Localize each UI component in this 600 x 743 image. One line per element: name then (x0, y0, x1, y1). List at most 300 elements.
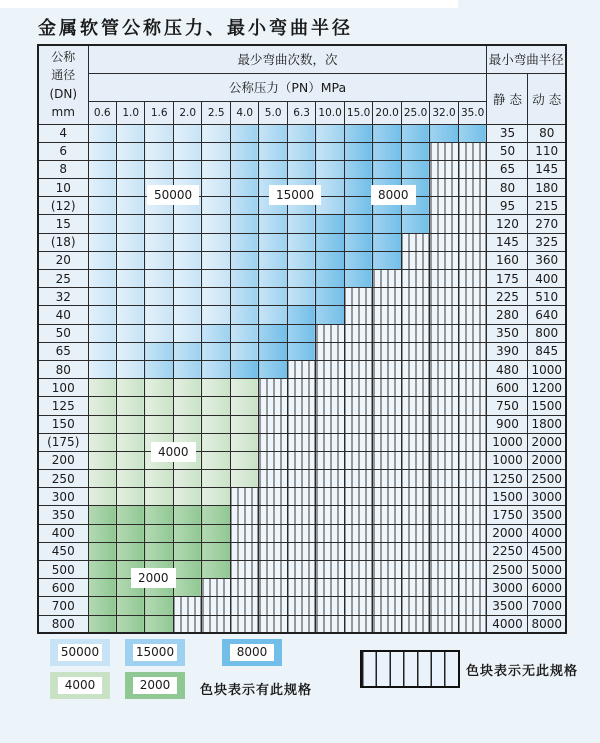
no-spec-cell (373, 306, 401, 324)
no-spec-cell (401, 342, 429, 360)
no-spec-cell (344, 615, 372, 633)
spec-cell-4000 (145, 488, 173, 506)
spec-cell-15000 (230, 270, 258, 288)
no-spec-cell (316, 597, 344, 615)
spec-cell-50000 (173, 124, 201, 142)
spec-cell-8000 (373, 160, 401, 178)
no-spec-cell (401, 524, 429, 542)
spec-cell-8000 (401, 124, 429, 142)
no-spec-cell (344, 561, 372, 579)
no-spec-cell (458, 270, 487, 288)
no-spec-cell (230, 597, 258, 615)
static-value-cell: 390 (487, 342, 528, 360)
spec-cell-4000 (173, 379, 201, 397)
spec-cell-15000 (230, 215, 258, 233)
spec-cell-50000 (145, 288, 173, 306)
dn-cell: 15 (38, 215, 88, 233)
no-spec-cell (287, 433, 315, 451)
no-spec-cell (344, 451, 372, 469)
spec-cell-4000 (145, 415, 173, 433)
spec-cell-15000 (316, 160, 344, 178)
spec-cell-8000 (316, 251, 344, 269)
table-row (38, 160, 566, 178)
no-spec-cell (401, 324, 429, 342)
spec-cell-15000 (316, 142, 344, 160)
table-row (38, 124, 566, 142)
spec-cell-50000 (173, 160, 201, 178)
spec-cell-4000 (145, 379, 173, 397)
spec-cell-4000 (173, 397, 201, 415)
spec-cell-15000 (230, 179, 258, 197)
dn-cell: 700 (38, 597, 88, 615)
no-spec-cell (430, 488, 458, 506)
spec-cell-4000 (230, 397, 258, 415)
spec-cell-15000 (173, 342, 201, 360)
no-spec-cell (430, 433, 458, 451)
spec-cell-8000 (287, 324, 315, 342)
spec-cell-8000 (344, 233, 372, 251)
spec-cell-2000 (116, 542, 144, 560)
spec-cell-50000 (145, 306, 173, 324)
spec-cell-4000 (202, 379, 230, 397)
spec-cell-15000 (259, 270, 287, 288)
table-row (38, 251, 566, 269)
spec-cell-15000 (230, 197, 258, 215)
no-spec-cell (458, 251, 487, 269)
pressure-tick: 25.0 (401, 101, 429, 124)
no-spec-cell (430, 215, 458, 233)
spec-cell-15000 (230, 233, 258, 251)
dynamic-value-cell: 3500 (528, 506, 566, 524)
dynamic-value-cell: 7000 (528, 597, 566, 615)
spec-cell-15000 (287, 233, 315, 251)
spec-cell-2000 (88, 506, 116, 524)
no-spec-cell (430, 397, 458, 415)
dynamic-value-cell: 8000 (528, 615, 566, 633)
spec-cell-8000 (344, 270, 372, 288)
dynamic-value-cell: 1500 (528, 397, 566, 415)
no-spec-cell (430, 197, 458, 215)
dynamic-value-cell: 4500 (528, 542, 566, 560)
no-spec-cell (401, 597, 429, 615)
static-value-cell: 175 (487, 270, 528, 288)
spec-cell-4000 (230, 415, 258, 433)
dn-cell: 20 (38, 251, 88, 269)
no-spec-cell (316, 324, 344, 342)
spec-cell-50000 (202, 288, 230, 306)
page-title: 金属软管公称压力、最小弯曲半径 (38, 18, 353, 39)
static-value-cell: 280 (487, 306, 528, 324)
no-spec-cell (401, 415, 429, 433)
spec-cell-8000 (344, 160, 372, 178)
no-spec-cell (458, 451, 487, 469)
spec-cell-4000 (116, 470, 144, 488)
no-spec-cell (373, 579, 401, 597)
spec-cell-2000 (173, 579, 201, 597)
no-spec-cell (430, 561, 458, 579)
table-row (38, 542, 566, 560)
spec-cell-50000 (116, 342, 144, 360)
table-row (38, 561, 566, 579)
dynamic-value-cell: 400 (528, 270, 566, 288)
spec-cell-8000 (344, 197, 372, 215)
static-value-cell: 225 (487, 288, 528, 306)
dn-cell: 250 (38, 470, 88, 488)
dn-cell: 600 (38, 579, 88, 597)
spec-cell-15000 (259, 251, 287, 269)
no-spec-cell (287, 360, 315, 378)
spec-cell-50000 (88, 197, 116, 215)
no-spec-cell (401, 379, 429, 397)
spec-cell-50000 (173, 215, 201, 233)
spec-cell-50000 (145, 124, 173, 142)
spec-cell-2000 (202, 524, 230, 542)
no-spec-cell (287, 470, 315, 488)
no-spec-cell (259, 470, 287, 488)
spec-cell-4000 (173, 415, 201, 433)
legend-swatch-15000 (125, 639, 185, 666)
static-value-cell: 750 (487, 397, 528, 415)
dn-cell: 200 (38, 451, 88, 469)
nominal-pressure-header: 公称压力（PN）MPa (88, 73, 487, 101)
spec-cell-8000 (344, 124, 372, 142)
no-spec-cell (430, 415, 458, 433)
spec-cell-8000 (344, 251, 372, 269)
zone-value-label: 8000 (372, 186, 415, 204)
legend-swatch-value: 4000 (58, 677, 102, 694)
spec-cell-2000 (145, 506, 173, 524)
spec-cell-50000 (173, 270, 201, 288)
dynamic-value-cell: 1000 (528, 360, 566, 378)
pressure-tick: 2.0 (173, 101, 201, 124)
spec-cell-4000 (202, 488, 230, 506)
spec-cell-2000 (116, 506, 144, 524)
no-spec-cell (401, 579, 429, 597)
no-spec-cell (401, 615, 429, 633)
dynamic-column-header: 动 态 (528, 73, 566, 124)
no-spec-cell (259, 615, 287, 633)
no-spec-cell (401, 542, 429, 560)
spec-cell-50000 (202, 251, 230, 269)
no-spec-cell (259, 561, 287, 579)
spec-cell-2000 (202, 561, 230, 579)
no-spec-cell (287, 397, 315, 415)
no-spec-cell (344, 306, 372, 324)
table-row (38, 142, 566, 160)
spec-cell-4000 (88, 433, 116, 451)
no-spec-cell (230, 524, 258, 542)
dynamic-value-cell: 215 (528, 197, 566, 215)
dynamic-value-cell: 180 (528, 179, 566, 197)
no-spec-cell (316, 561, 344, 579)
dynamic-value-cell: 270 (528, 215, 566, 233)
spec-cell-4000 (230, 433, 258, 451)
no-spec-legend-text: 色块表示无此规格 (466, 664, 579, 679)
spec-cell-50000 (202, 197, 230, 215)
no-spec-cell (202, 597, 230, 615)
no-spec-cell (430, 288, 458, 306)
no-spec-cell (401, 506, 429, 524)
no-spec-cell (230, 561, 258, 579)
static-value-cell: 120 (487, 215, 528, 233)
spec-cell-50000 (88, 142, 116, 160)
static-value-cell: 50 (487, 142, 528, 160)
spec-cell-2000 (145, 615, 173, 633)
min-bend-radius-header: 最小弯曲半径 (487, 45, 566, 73)
spec-cell-15000 (287, 251, 315, 269)
spec-cell-50000 (202, 306, 230, 324)
spec-cell-4000 (230, 379, 258, 397)
zone-value-label: 50000 (148, 186, 198, 204)
spec-cell-8000 (373, 142, 401, 160)
no-spec-cell (401, 451, 429, 469)
legend-swatch-2000 (125, 672, 185, 699)
spec-cell-8000 (316, 306, 344, 324)
no-spec-cell (401, 360, 429, 378)
spec-cell-15000 (259, 288, 287, 306)
spec-cell-50000 (88, 342, 116, 360)
no-spec-cell (344, 542, 372, 560)
table-row (38, 524, 566, 542)
pressure-tick-row (38, 101, 566, 124)
no-spec-cell (373, 433, 401, 451)
no-spec-cell (430, 615, 458, 633)
no-spec-cell (344, 415, 372, 433)
no-spec-cell (316, 451, 344, 469)
spec-cell-15000 (259, 215, 287, 233)
dn-cell: 40 (38, 306, 88, 324)
no-spec-cell (173, 615, 201, 633)
spec-cell-15000 (259, 233, 287, 251)
spec-cell-15000 (259, 160, 287, 178)
no-spec-cell (344, 342, 372, 360)
table-row (38, 379, 566, 397)
no-spec-cell (287, 379, 315, 397)
spec-cell-8000 (373, 124, 401, 142)
dn-cell: 32 (38, 288, 88, 306)
dn-cell: 10 (38, 179, 88, 197)
no-spec-cell (259, 415, 287, 433)
no-spec-cell (458, 524, 487, 542)
spec-cell-15000 (259, 124, 287, 142)
no-spec-cell (173, 597, 201, 615)
spec-cell-50000 (145, 215, 173, 233)
table-row (38, 415, 566, 433)
spec-cell-8000 (230, 360, 258, 378)
spec-cell-8000 (316, 233, 344, 251)
table-row (38, 342, 566, 360)
no-spec-cell (259, 579, 287, 597)
spec-cell-50000 (145, 233, 173, 251)
table-row (38, 360, 566, 378)
no-spec-cell (401, 561, 429, 579)
spec-cell-15000 (145, 342, 173, 360)
spec-cell-2000 (202, 506, 230, 524)
spec-cell-4000 (88, 379, 116, 397)
pressure-tick: 0.6 (88, 101, 116, 124)
spec-cell-50000 (88, 233, 116, 251)
no-spec-cell (458, 506, 487, 524)
no-spec-cell (458, 397, 487, 415)
no-spec-cell (373, 379, 401, 397)
spec-cell-4000 (116, 433, 144, 451)
dynamic-value-cell: 145 (528, 160, 566, 178)
no-spec-cell (316, 506, 344, 524)
no-spec-cell (316, 524, 344, 542)
no-spec-cell (430, 597, 458, 615)
no-spec-cell (373, 342, 401, 360)
spec-cell-15000 (230, 288, 258, 306)
spec-cell-15000 (230, 306, 258, 324)
dn-cell: (175) (38, 433, 88, 451)
spec-cell-4000 (202, 397, 230, 415)
spec-cell-50000 (116, 270, 144, 288)
no-spec-cell (430, 142, 458, 160)
spec-cell-8000 (458, 124, 487, 142)
dn-cell: 8 (38, 160, 88, 178)
no-spec-cell (430, 160, 458, 178)
no-spec-cell (430, 251, 458, 269)
spec-cell-50000 (116, 197, 144, 215)
no-spec-cell (373, 488, 401, 506)
dn-cell: 450 (38, 542, 88, 560)
no-spec-cell (202, 615, 230, 633)
spec-cell-50000 (173, 324, 201, 342)
spec-cell-4000 (145, 470, 173, 488)
dn-cell: (12) (38, 197, 88, 215)
dynamic-value-cell: 110 (528, 142, 566, 160)
dynamic-value-cell: 2000 (528, 451, 566, 469)
no-spec-cell (430, 342, 458, 360)
spec-cell-15000 (316, 124, 344, 142)
spec-cell-15000 (202, 360, 230, 378)
has-spec-legend-text: 色块表示有此规格 (200, 683, 313, 698)
static-value-cell: 145 (487, 233, 528, 251)
static-value-cell: 2250 (487, 542, 528, 560)
spec-cell-50000 (145, 142, 173, 160)
no-spec-cell (344, 379, 372, 397)
spec-cell-50000 (116, 160, 144, 178)
spec-cell-4000 (202, 433, 230, 451)
no-spec-cell (458, 615, 487, 633)
static-value-cell: 65 (487, 160, 528, 178)
zone-value-label: 4000 (152, 443, 195, 461)
spec-cell-8000 (316, 270, 344, 288)
table-row (38, 488, 566, 506)
static-value-cell: 2500 (487, 561, 528, 579)
spec-cell-8000 (401, 160, 429, 178)
spec-cell-2000 (88, 542, 116, 560)
no-spec-cell (373, 397, 401, 415)
no-spec-cell (259, 542, 287, 560)
spec-cell-50000 (88, 288, 116, 306)
legend-swatch-value: 2000 (133, 677, 177, 694)
spec-cell-4000 (116, 451, 144, 469)
dn-cell: (18) (38, 233, 88, 251)
spec-cell-50000 (202, 215, 230, 233)
no-spec-cell (259, 451, 287, 469)
spec-cell-4000 (88, 488, 116, 506)
no-spec-cell (458, 561, 487, 579)
no-spec-cell (287, 597, 315, 615)
legend-swatch-50000 (50, 639, 110, 666)
dn-cell: 500 (38, 561, 88, 579)
dynamic-value-cell: 1200 (528, 379, 566, 397)
dn-cell: 25 (38, 270, 88, 288)
zone-value-label: 15000 (270, 186, 320, 204)
dn-cell: 150 (38, 415, 88, 433)
pressure-tick: 1.0 (116, 101, 144, 124)
no-spec-cell (401, 233, 429, 251)
dn-cell: 125 (38, 397, 88, 415)
dn-cell: 6 (38, 142, 88, 160)
dynamic-value-cell: 80 (528, 124, 566, 142)
spec-cell-15000 (259, 306, 287, 324)
no-spec-cell (458, 142, 487, 160)
no-spec-cell (287, 615, 315, 633)
no-spec-cell (458, 179, 487, 197)
no-spec-cell (458, 360, 487, 378)
spec-cell-4000 (116, 415, 144, 433)
spec-cell-2000 (145, 524, 173, 542)
spec-cell-2000 (145, 542, 173, 560)
spec-cell-2000 (116, 597, 144, 615)
no-spec-cell (344, 397, 372, 415)
dynamic-value-cell: 2500 (528, 470, 566, 488)
spec-cell-50000 (88, 160, 116, 178)
pressure-tick: 6.3 (287, 101, 315, 124)
no-spec-cell (373, 415, 401, 433)
no-spec-cell (316, 615, 344, 633)
spec-cell-15000 (287, 160, 315, 178)
pressure-tick: 35.0 (458, 101, 487, 124)
spec-cell-50000 (116, 306, 144, 324)
no-spec-cell (344, 360, 372, 378)
no-spec-cell (259, 488, 287, 506)
no-spec-cell (458, 324, 487, 342)
static-value-cell: 1000 (487, 451, 528, 469)
spec-cell-15000 (145, 360, 173, 378)
spec-cell-50000 (145, 270, 173, 288)
spec-cell-8000 (344, 179, 372, 197)
no-spec-cell (373, 615, 401, 633)
static-value-cell: 95 (487, 197, 528, 215)
no-spec-cell (458, 197, 487, 215)
spec-cell-8000 (287, 306, 315, 324)
spec-cell-50000 (116, 179, 144, 197)
dynamic-value-cell: 800 (528, 324, 566, 342)
spec-cell-15000 (287, 270, 315, 288)
no-spec-cell (458, 160, 487, 178)
no-spec-cell (401, 488, 429, 506)
table-row (38, 433, 566, 451)
table-row (38, 233, 566, 251)
spec-cell-15000 (287, 215, 315, 233)
no-spec-cell (458, 379, 487, 397)
spec-cell-50000 (116, 288, 144, 306)
spec-cell-2000 (116, 524, 144, 542)
hose-spec-table (37, 44, 567, 634)
no-spec-cell (344, 488, 372, 506)
dn-cell: 50 (38, 324, 88, 342)
bend-cycles-header: 最少弯曲次数，次 (88, 45, 487, 73)
spec-cell-8000 (344, 142, 372, 160)
dn-cell: 800 (38, 615, 88, 633)
no-spec-cell (430, 542, 458, 560)
dn-cell: 100 (38, 379, 88, 397)
spec-cell-4000 (88, 470, 116, 488)
dynamic-value-cell: 845 (528, 342, 566, 360)
